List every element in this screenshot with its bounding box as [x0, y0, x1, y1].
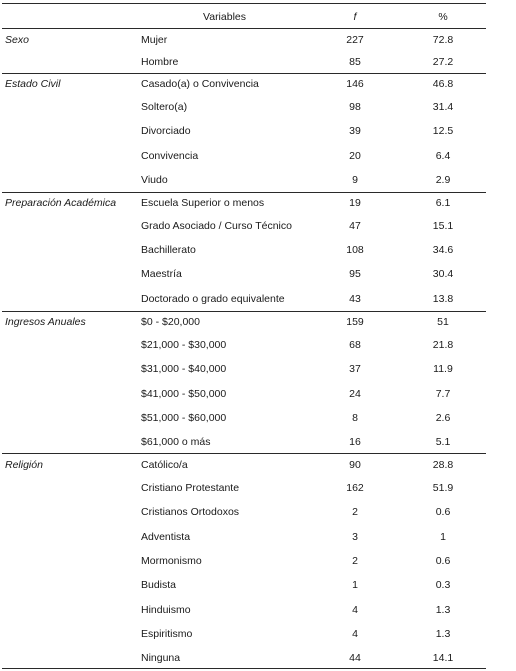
row-label: $21,000 - $30,000 [141, 339, 227, 351]
row-percent: 0.6 [435, 506, 451, 518]
row-label: Budista [141, 579, 177, 591]
row-percent: 28.8 [432, 459, 454, 471]
row-frequency: 95 [349, 268, 361, 280]
row-label: Católico/a [141, 459, 188, 471]
row-percent: 1.3 [435, 628, 451, 640]
row-percent: 27.2 [432, 56, 454, 68]
row-frequency: 3 [352, 531, 358, 543]
row-frequency: 1 [352, 579, 358, 591]
row-label: Espiritismo [141, 628, 193, 640]
row-percent: 0.6 [435, 555, 451, 567]
row-label: Escuela Superior o menos [141, 197, 265, 209]
row-frequency: 43 [349, 293, 361, 305]
row-percent: 1 [440, 531, 446, 543]
row-label: Grado Asociado / Curso Técnico [141, 220, 292, 232]
row-label: Cristiano Protestante [141, 482, 240, 494]
row-label: Maestría [141, 268, 182, 280]
row-frequency: 19 [349, 197, 361, 209]
row-frequency: 68 [349, 339, 361, 351]
row-frequency: 98 [349, 101, 361, 113]
row-frequency: 8 [352, 412, 358, 424]
row-label: Bachillerato [141, 244, 196, 256]
row-frequency: 227 [346, 34, 364, 46]
header-bottom-rule [2, 28, 486, 29]
row-label: $41,000 - $50,000 [141, 388, 227, 400]
row-percent: 72.8 [432, 34, 454, 46]
row-frequency: 4 [352, 604, 358, 616]
row-percent: 51.9 [432, 482, 454, 494]
row-label: Cristianos Ortodoxos [141, 506, 240, 518]
row-frequency: 20 [349, 150, 361, 162]
row-label: Ninguna [141, 652, 181, 664]
table-top-rule [2, 3, 486, 4]
row-frequency: 2 [352, 506, 358, 518]
row-percent: 5.1 [435, 436, 451, 448]
row-label: Hinduismo [141, 604, 191, 616]
row-frequency: 108 [346, 244, 364, 256]
row-percent: 6.4 [435, 150, 451, 162]
row-percent: 11.9 [433, 363, 453, 375]
row-percent: 34.6 [432, 244, 454, 256]
row-label: Hombre [141, 56, 179, 68]
group-label-preparacion-academica: Preparación Académica [5, 197, 117, 209]
table-bottom-rule [2, 668, 486, 669]
row-label: $31,000 - $40,000 [141, 363, 227, 375]
row-frequency: 162 [346, 482, 364, 494]
row-frequency: 47 [349, 220, 361, 232]
header-percent: % [438, 11, 448, 23]
row-percent: 31.4 [432, 101, 454, 113]
header-variables: Variables [203, 11, 246, 23]
row-label: Divorciado [141, 125, 191, 137]
group-divider [2, 73, 486, 74]
row-percent: 0.3 [435, 579, 451, 591]
row-label: Soltero(a) [141, 101, 188, 113]
row-label: Mujer [141, 34, 168, 46]
row-frequency: 44 [349, 652, 361, 664]
row-label: Viudo [141, 174, 168, 186]
group-divider [2, 453, 486, 454]
group-label-sexo: Sexo [5, 34, 29, 46]
row-frequency: 146 [346, 78, 364, 90]
row-percent: 15.1 [432, 220, 454, 232]
row-label: Convivencia [141, 150, 199, 162]
row-percent: 6.1 [435, 197, 451, 209]
row-frequency: 9 [352, 174, 358, 186]
row-percent: 2.6 [435, 412, 451, 424]
row-label: $0 - $20,000 [141, 316, 200, 328]
row-frequency: 24 [349, 388, 361, 400]
row-frequency: 16 [349, 436, 361, 448]
row-frequency: 4 [352, 628, 358, 640]
row-percent: 30.4 [432, 268, 454, 280]
row-label: Casado(a) o Convivencia [141, 78, 259, 90]
row-percent: 7.7 [435, 388, 451, 400]
row-frequency: 37 [349, 363, 361, 375]
row-label: Doctorado o grado equivalente [141, 293, 285, 305]
group-divider [2, 192, 486, 193]
group-label-religion: Religión [5, 459, 43, 471]
group-label-estado-civil: Estado Civil [5, 78, 61, 90]
row-frequency: 90 [349, 459, 361, 471]
row-frequency: 39 [349, 125, 361, 137]
row-percent: 51 [437, 316, 449, 328]
row-percent: 12.5 [432, 125, 454, 137]
row-frequency: 85 [349, 56, 361, 68]
header-frequency: f [353, 11, 357, 23]
row-label: Adventista [141, 531, 191, 543]
row-percent: 46.8 [432, 78, 454, 90]
group-divider [2, 311, 486, 312]
row-frequency: 2 [352, 555, 358, 567]
row-percent: 1.3 [435, 604, 451, 616]
row-percent: 13.8 [432, 293, 454, 305]
row-label: $51,000 - $60,000 [141, 412, 227, 424]
group-label-ingresos-anuales: Ingresos Anuales [5, 316, 86, 328]
row-percent: 14.1 [432, 652, 454, 664]
row-label: Mormonismo [141, 555, 202, 567]
row-percent: 2.9 [435, 174, 451, 186]
row-frequency: 159 [346, 316, 364, 328]
row-label: $61,000 o más [141, 436, 211, 448]
row-percent: 21.8 [432, 339, 454, 351]
